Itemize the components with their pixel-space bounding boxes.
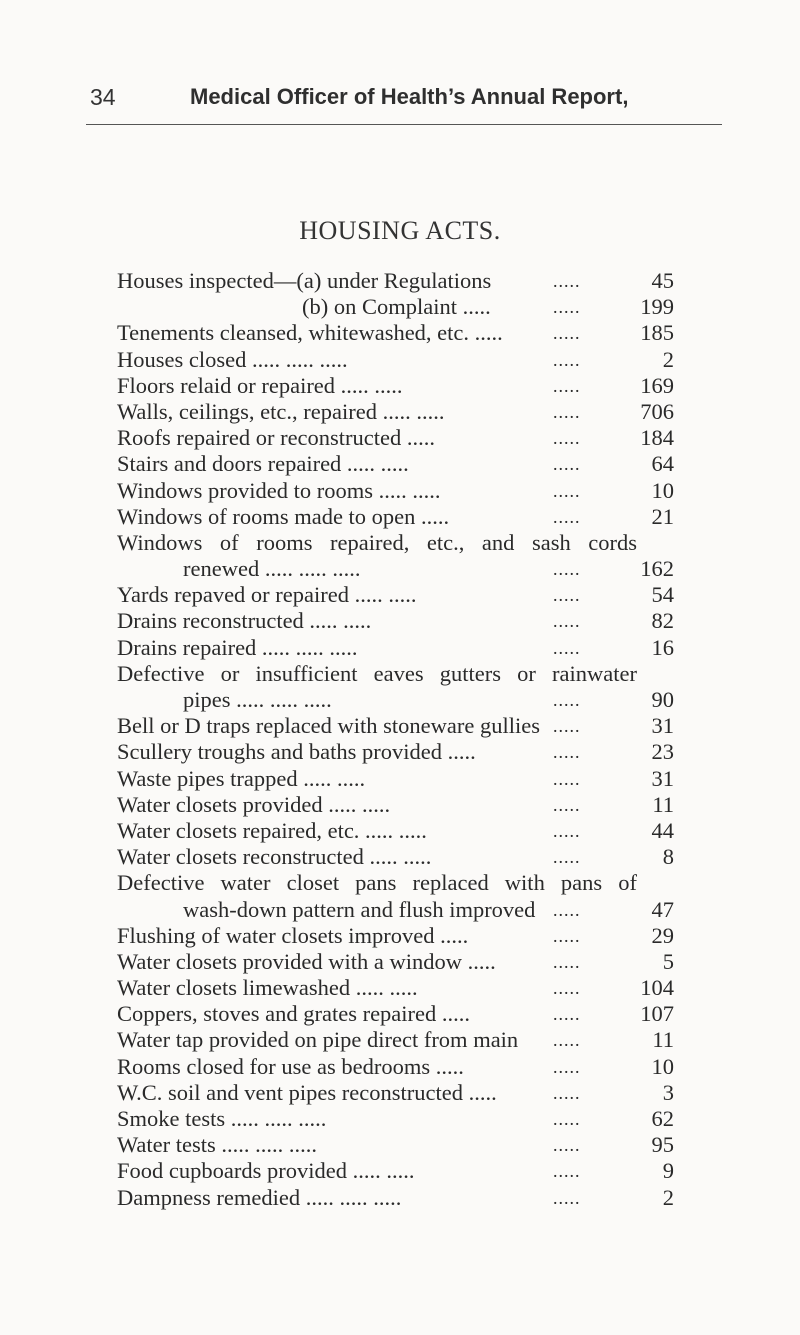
list-item (117, 713, 674, 739)
leader-dots: ..... (553, 297, 581, 318)
item-label: Food cupboards provided ..... ..... (117, 1158, 415, 1184)
list-item (117, 739, 674, 765)
item-label: wash-down pattern and flush improved (183, 896, 536, 922)
list-item (117, 268, 674, 294)
item-value: 104 (640, 975, 674, 1001)
leader-dots: ..... (553, 1056, 581, 1077)
running-title: Medical Officer of Health’s Annual Report, (190, 84, 629, 109)
item-label: (b) on Complaint ..... (302, 294, 491, 320)
item-value: 47 (651, 896, 674, 922)
leader-dots: ..... (553, 690, 581, 710)
list-item (117, 1027, 674, 1053)
list-item (117, 503, 674, 530)
item-label: Roofs repaired or reconstructed ..... (117, 425, 436, 451)
leader-dots: ..... (553, 454, 581, 475)
item-label: Coppers, stoves and grates repaired ..... (117, 1001, 471, 1027)
item-value: 64 (651, 451, 674, 477)
item-value: 10 (651, 1053, 674, 1079)
item-value: 5 (662, 948, 674, 974)
item-label: Floors relaid or repaired ..... ..... (117, 372, 403, 398)
leader-dots: ..... (553, 1030, 581, 1051)
item-label: Bell or D traps replaced with stoneware gullies (117, 713, 540, 739)
item-label: Water tap provided on pipe direct from main (117, 1027, 519, 1053)
list-item (117, 477, 674, 504)
item-label: Defective or insufficient eaves gutters or rainwater (117, 660, 637, 686)
leader-dots: ..... (553, 401, 581, 422)
item-value: 2 (662, 1184, 674, 1210)
item-label: Water tests ..... ..... ..... (117, 1132, 318, 1158)
list-item (117, 1184, 674, 1211)
list-item (117, 922, 674, 949)
item-label: Houses closed ..... ..... ..... (117, 346, 348, 372)
item-label: Windows of rooms made to open ..... (117, 503, 450, 529)
list-item (117, 530, 657, 556)
leader-dots: ..... (553, 951, 581, 972)
leader-dots: ..... (553, 271, 581, 291)
list-item (117, 1132, 674, 1158)
leader-dots: ..... (553, 794, 581, 815)
item-value: 31 (651, 713, 674, 739)
item-label: Defective water closet pans replaced with pans of (117, 870, 637, 896)
item-label: Walls, ceilings, etc., repaired ..... ..... (117, 398, 445, 424)
list-item (117, 398, 674, 425)
leader-dots: ..... (553, 768, 581, 789)
leader-dots: ..... (553, 585, 581, 606)
item-value: 54 (651, 582, 674, 608)
list-item (117, 765, 674, 792)
item-value: 31 (651, 765, 674, 791)
list-item (117, 1001, 674, 1027)
list-item (117, 1106, 674, 1132)
leader-dots: ..... (553, 1187, 581, 1208)
leader-dots: ..... (553, 559, 581, 580)
leader-dots: ..... (553, 349, 581, 370)
leader-dots: ..... (553, 637, 581, 658)
item-value: 29 (651, 922, 674, 948)
item-label: Houses inspected—(a) under Regulations (117, 268, 492, 293)
item-value: 10 (651, 477, 674, 503)
item-label: Water closets repaired, etc. ..... ..... (117, 817, 427, 843)
item-label: Smoke tests ..... ..... ..... (117, 1106, 327, 1131)
item-label: Drains repaired ..... ..... ..... (117, 634, 358, 660)
item-value: 95 (651, 1132, 674, 1158)
item-value: 16 (651, 634, 674, 660)
list-item (117, 817, 674, 844)
list-item (117, 582, 674, 608)
item-value: 185 (640, 320, 674, 346)
item-value: 8 (662, 844, 674, 870)
housing-acts-list (117, 268, 674, 1211)
list-item (117, 608, 674, 634)
item-label: Stairs and doors repaired ..... ..... (117, 451, 409, 477)
item-label: Water closets limewashed ..... ..... (117, 975, 418, 1001)
list-item (117, 896, 674, 923)
item-label: Waste pipes trapped ..... ..... (117, 765, 366, 791)
item-value: 2 (662, 346, 674, 372)
leader-dots: ..... (553, 978, 581, 999)
item-value: 184 (640, 425, 674, 451)
section-title: HOUSING ACTS. (299, 216, 501, 245)
page-header (90, 84, 720, 124)
leader-dots: ..... (553, 1161, 581, 1182)
list-item (117, 372, 674, 399)
leader-dots: ..... (553, 899, 581, 920)
list-item (117, 556, 674, 582)
item-label: Water closets reconstructed ..... ..... (117, 844, 432, 870)
item-value: 162 (640, 556, 674, 582)
leader-dots: ..... (553, 428, 581, 449)
leader-dots: ..... (553, 375, 581, 396)
leader-dots: ..... (553, 716, 581, 737)
item-label: Flushing of water closets improved ..... (117, 922, 469, 948)
item-value: 23 (651, 739, 674, 765)
item-value: 62 (651, 1106, 674, 1131)
leader-dots: ..... (553, 1135, 581, 1156)
list-item (117, 320, 674, 346)
leader-dots: ..... (553, 323, 581, 344)
item-label: renewed ..... ..... ..... (183, 556, 361, 582)
item-value: 90 (651, 687, 674, 712)
leader-dots: ..... (553, 480, 581, 501)
item-label: Windows of rooms repaired, etc., and sash cords (117, 529, 637, 555)
leader-dots: ..... (553, 611, 581, 632)
item-value: 44 (651, 817, 674, 843)
list-item (117, 975, 674, 1001)
list-item (117, 870, 657, 896)
list-item (117, 1079, 674, 1106)
list-item (117, 294, 674, 320)
list-item (117, 844, 674, 870)
item-value: 706 (640, 398, 674, 424)
item-value: 45 (651, 268, 674, 293)
leader-dots: ..... (553, 1109, 581, 1129)
item-label: Windows provided to rooms ..... ..... (117, 477, 441, 503)
item-label: W.C. soil and vent pipes reconstructed ..... (117, 1079, 497, 1105)
item-value: 169 (640, 372, 674, 398)
list-item (117, 687, 674, 713)
list-item (117, 634, 674, 661)
list-item (117, 425, 674, 451)
item-value: 9 (662, 1158, 674, 1184)
item-label: Yards repaved or repaired ..... ..... (117, 582, 417, 608)
leader-dots: ..... (553, 847, 581, 868)
list-item (117, 451, 674, 477)
item-label: Water closets provided ..... ..... (117, 791, 391, 817)
list-item (117, 661, 657, 687)
item-label: Scullery troughs and baths provided ..... (117, 739, 476, 765)
list-item (117, 1053, 674, 1080)
item-value: 11 (652, 791, 674, 817)
item-label: pipes ..... ..... ..... (183, 687, 332, 712)
item-label: Water closets provided with a window ..... (117, 948, 496, 974)
item-label: Drains reconstructed ..... ..... (117, 608, 372, 634)
item-value: 11 (652, 1027, 674, 1053)
leader-dots: ..... (553, 506, 581, 527)
item-value: 107 (640, 1001, 674, 1027)
item-value: 199 (640, 294, 674, 320)
item-label: Tenements cleansed, whitewashed, etc. ..... (117, 320, 503, 346)
leader-dots: ..... (553, 742, 581, 763)
item-label: Dampness remedied ..... ..... ..... (117, 1184, 402, 1210)
page-number: 34 (90, 84, 116, 110)
list-item (117, 948, 674, 975)
leader-dots: ..... (553, 925, 581, 946)
item-label: Rooms closed for use as bedrooms ..... (117, 1053, 464, 1079)
item-value: 82 (651, 608, 674, 634)
list-item (117, 791, 674, 818)
list-item (117, 1158, 674, 1184)
leader-dots: ..... (553, 1004, 581, 1025)
leader-dots: ..... (553, 820, 581, 841)
item-value: 21 (651, 503, 674, 529)
leader-dots: ..... (553, 1082, 581, 1103)
item-value: 3 (662, 1079, 674, 1105)
list-item (117, 346, 674, 373)
header-rule (86, 124, 722, 125)
